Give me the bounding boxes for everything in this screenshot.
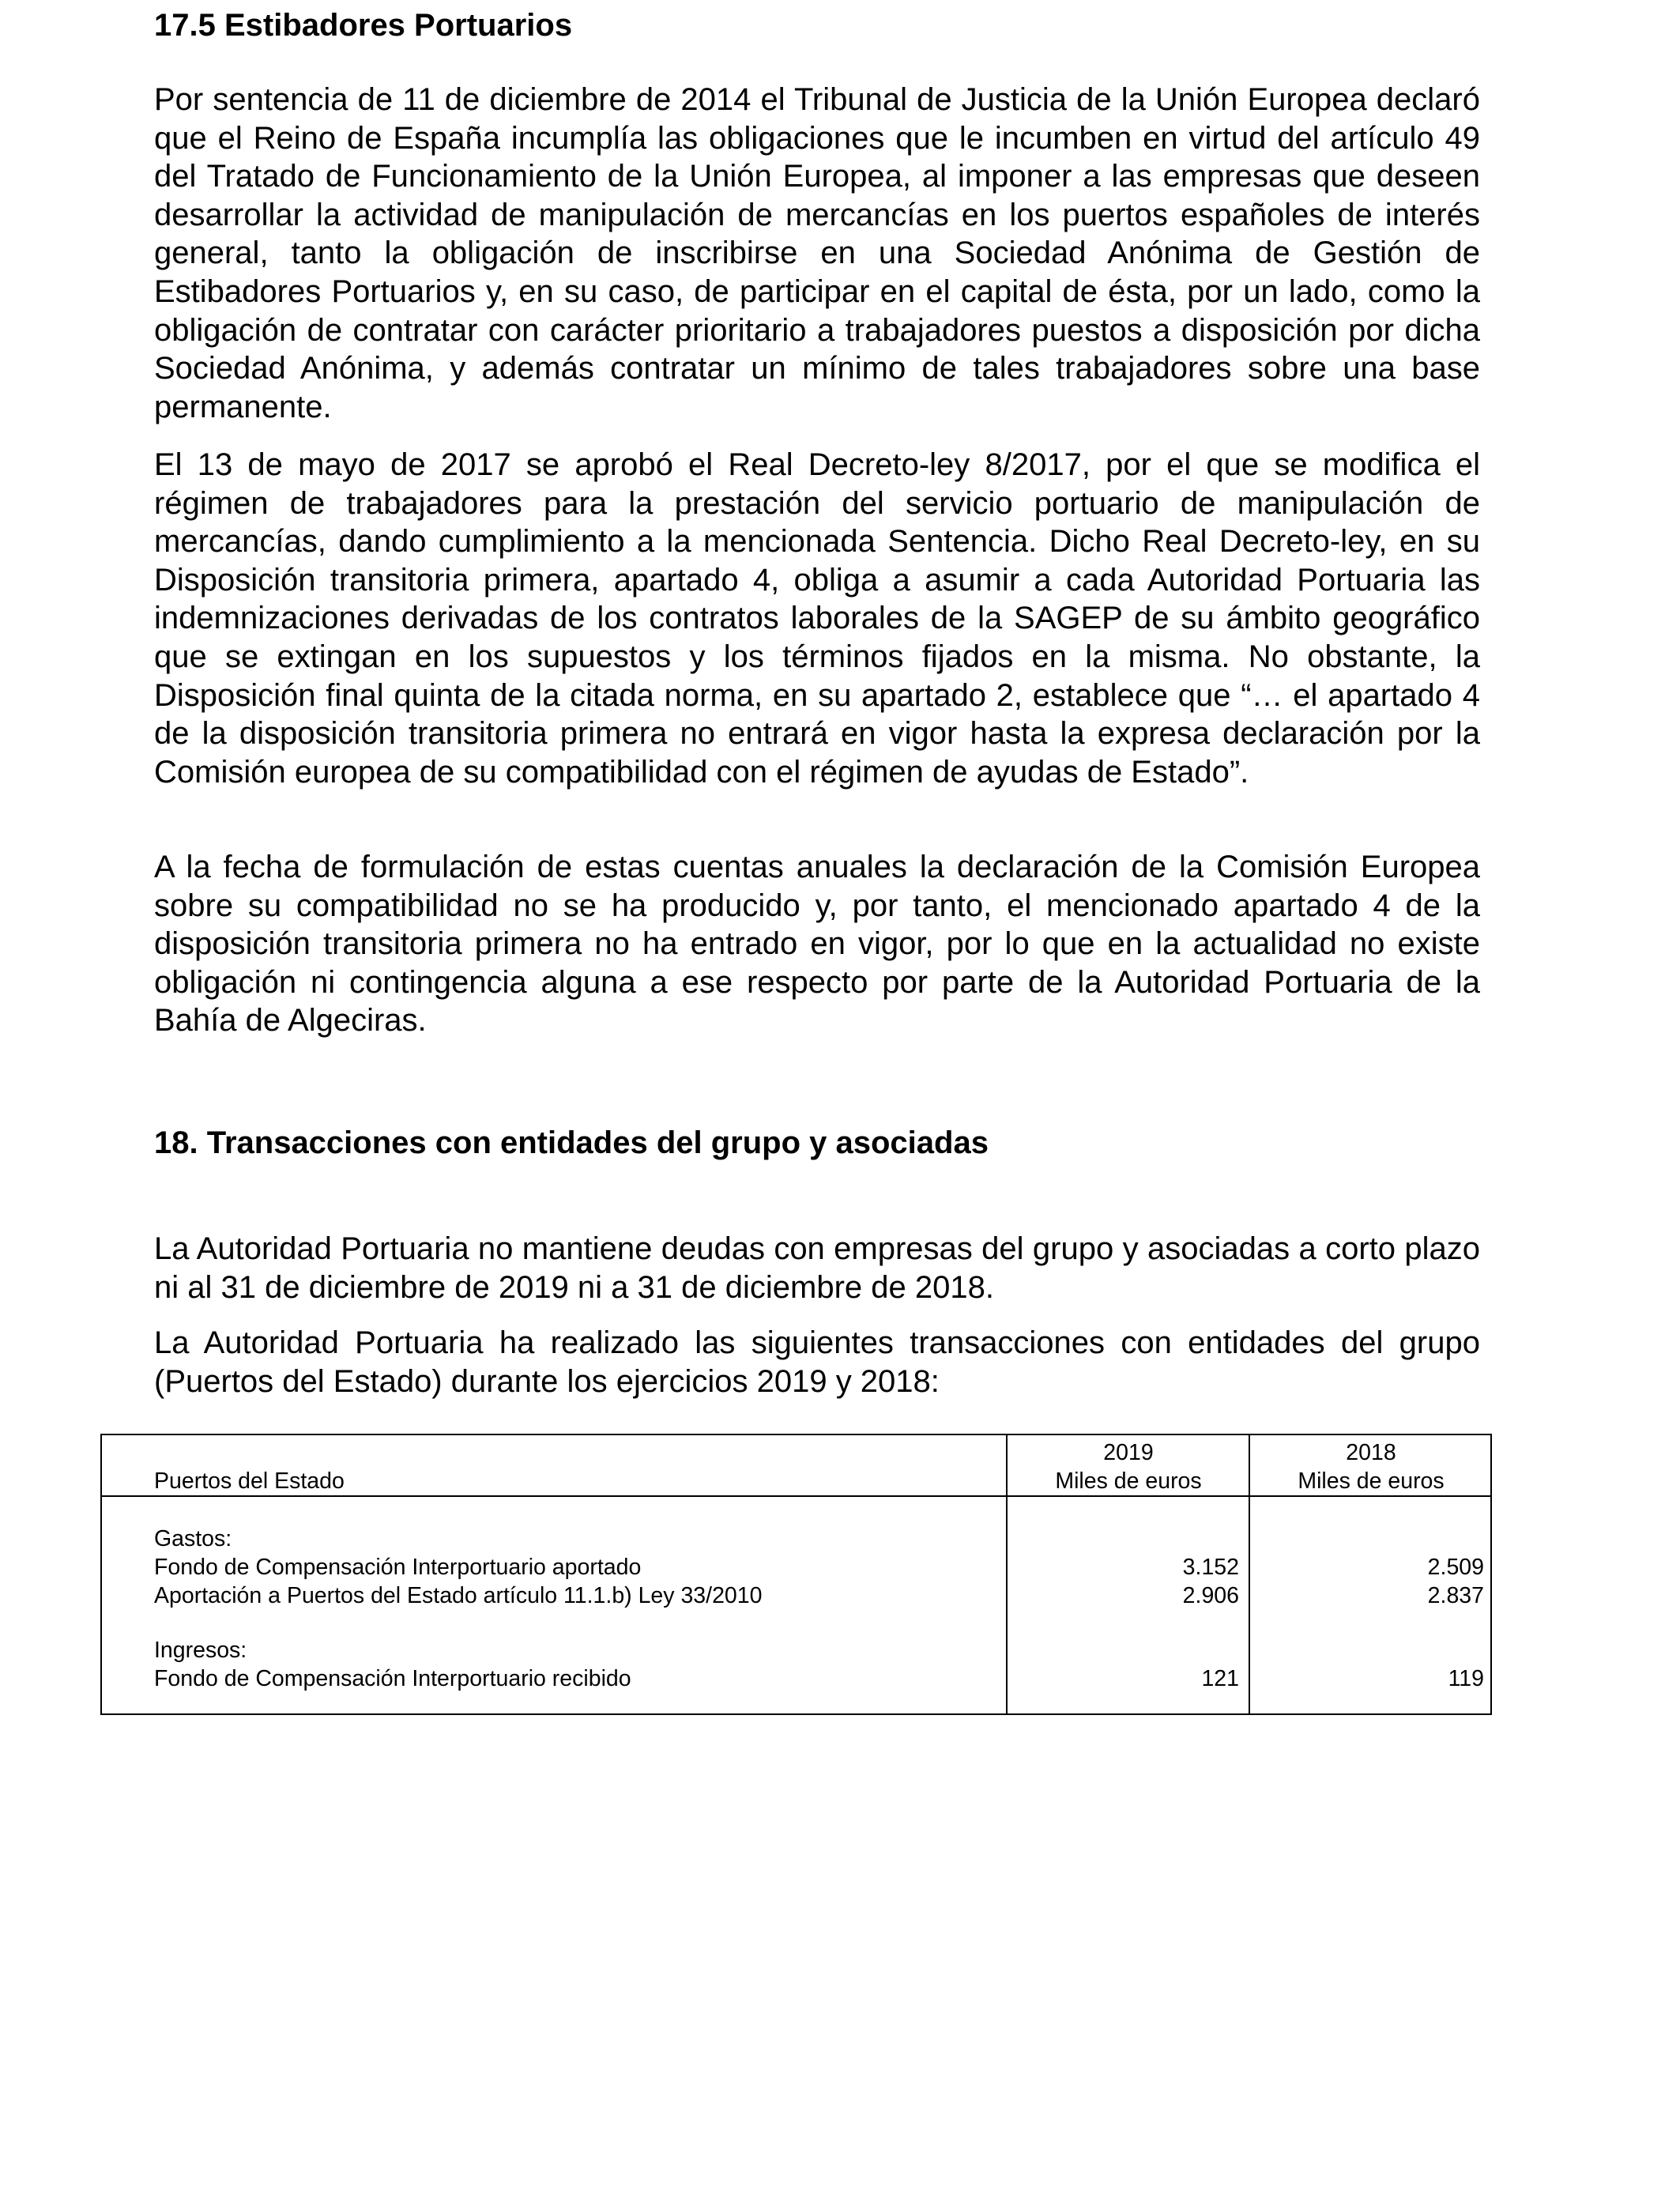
table-row-label: Aportación a Puertos del Estado artículo 11.1.b) Ley 33/2010 (154, 1583, 763, 1608)
table-row-label: Fondo de Compensación Interportuario recibido (154, 1666, 631, 1691)
paragraph-formulacion: A la fecha de formulación de estas cuentas anuales la declaración de la Comisión Europea sobre su compatibilidad no se ha producido y, por tanto, el mencionado apartado 4 de la disposición transitoria primera no ha entrado en vigor, por lo que en la actualidad no existe obligación ni contingencia alguna a ese respecto por parte de la Autoridad Portuaria de la Bahía de Algeciras. (154, 850, 1480, 1039)
header-unit-2018: Miles de euros (1298, 1468, 1445, 1494)
section-heading-18: 18. Transacciones con entidades del grupo y asociadas (154, 1125, 989, 1160)
header-divider (102, 1495, 1490, 1497)
table-row-value-2018: 2.509 (1427, 1555, 1484, 1580)
section-heading-17-5: 17.5 Estibadores Portuarios (154, 8, 573, 43)
paragraph-deudas: La Autoridad Portuaria no mantiene deudas con empresas del grupo y asociadas a corto plazo ni al 31 de diciembre de 2019 ni a 31 de diciembre de 2018. (154, 1231, 1480, 1305)
header-year-2018: 2018 (1346, 1440, 1396, 1465)
header-unit-2019: Miles de euros (1055, 1468, 1202, 1494)
column-divider (1006, 1435, 1008, 1713)
header-label: Puertos del Estado (154, 1468, 345, 1494)
table-row-value-2018: 119 (1448, 1666, 1484, 1691)
paragraph-transacciones: La Autoridad Portuaria ha realizado las siguientes transacciones con entidades del grupo (Puertos del Estado) durante los ejercicios 2019 y 2018: (154, 1325, 1480, 1399)
paragraph-sentencia: Por sentencia de 11 de diciembre de 2014 el Tribunal de Justicia de la Unión Europea declaró que el Reino de España incumplía las obligaciones que le incumben en virtud del artículo 49 del Tratado de Funcionamiento de la Unión Europea, al imponer a las empresas que deseen desarrollar la actividad de manipulación de mercancías en los puertos españoles de interés general, tanto la obligación de inscribirse en una Sociedad Anónima de Gestión de Estibadores Portuarios y, en su caso, de participar en el capital de ésta, por un lado, como la obligación de contratar con carácter prioritario a trabajadores puestos a disposición por dicha Sociedad Anónima, y además contratar un mínimo de tales trabajadores sobre una base permanente. (154, 82, 1480, 424)
table-row-value-2018: 2.837 (1427, 1583, 1484, 1608)
column-divider (1249, 1435, 1250, 1713)
transactions-table (100, 1434, 1492, 1715)
gastos-label: Gastos: (154, 1526, 232, 1551)
table-row-value-2019: 121 (1201, 1666, 1239, 1691)
ingresos-label: Ingresos: (154, 1638, 247, 1663)
table-row-value-2019: 2.906 (1182, 1583, 1239, 1608)
header-year-2019: 2019 (1103, 1440, 1154, 1465)
table-row-value-2019: 3.152 (1182, 1555, 1239, 1580)
table-row-label: Fondo de Compensación Interportuario aportado (154, 1555, 642, 1580)
paragraph-real-decreto: El 13 de mayo de 2017 se aprobó el Real Decreto-ley 8/2017, por el que se modifica el régimen de trabajadores para la prestación del servicio portuario de manipulación de mercancías, dando cumplimiento a la mencionada Sentencia. Dicho Real Decreto-ley, en su Disposición transitoria primera, apartado 4, obliga a asumir a cada Autoridad Portuaria las indemnizaciones derivadas de los contratos laborales de la SAGEP de su ámbito geográfico que se extingan en los supuestos y los términos fijados en la misma. No obstante, la Disposición final quinta de la citada norma, en su apartado 2, establece que “… el apartado 4 de la disposición transitoria primera no entrará en vigor hasta la expresa declaración por la Comisión europea de su compatibilidad con el régimen de ayudas de Estado”. (154, 447, 1480, 790)
